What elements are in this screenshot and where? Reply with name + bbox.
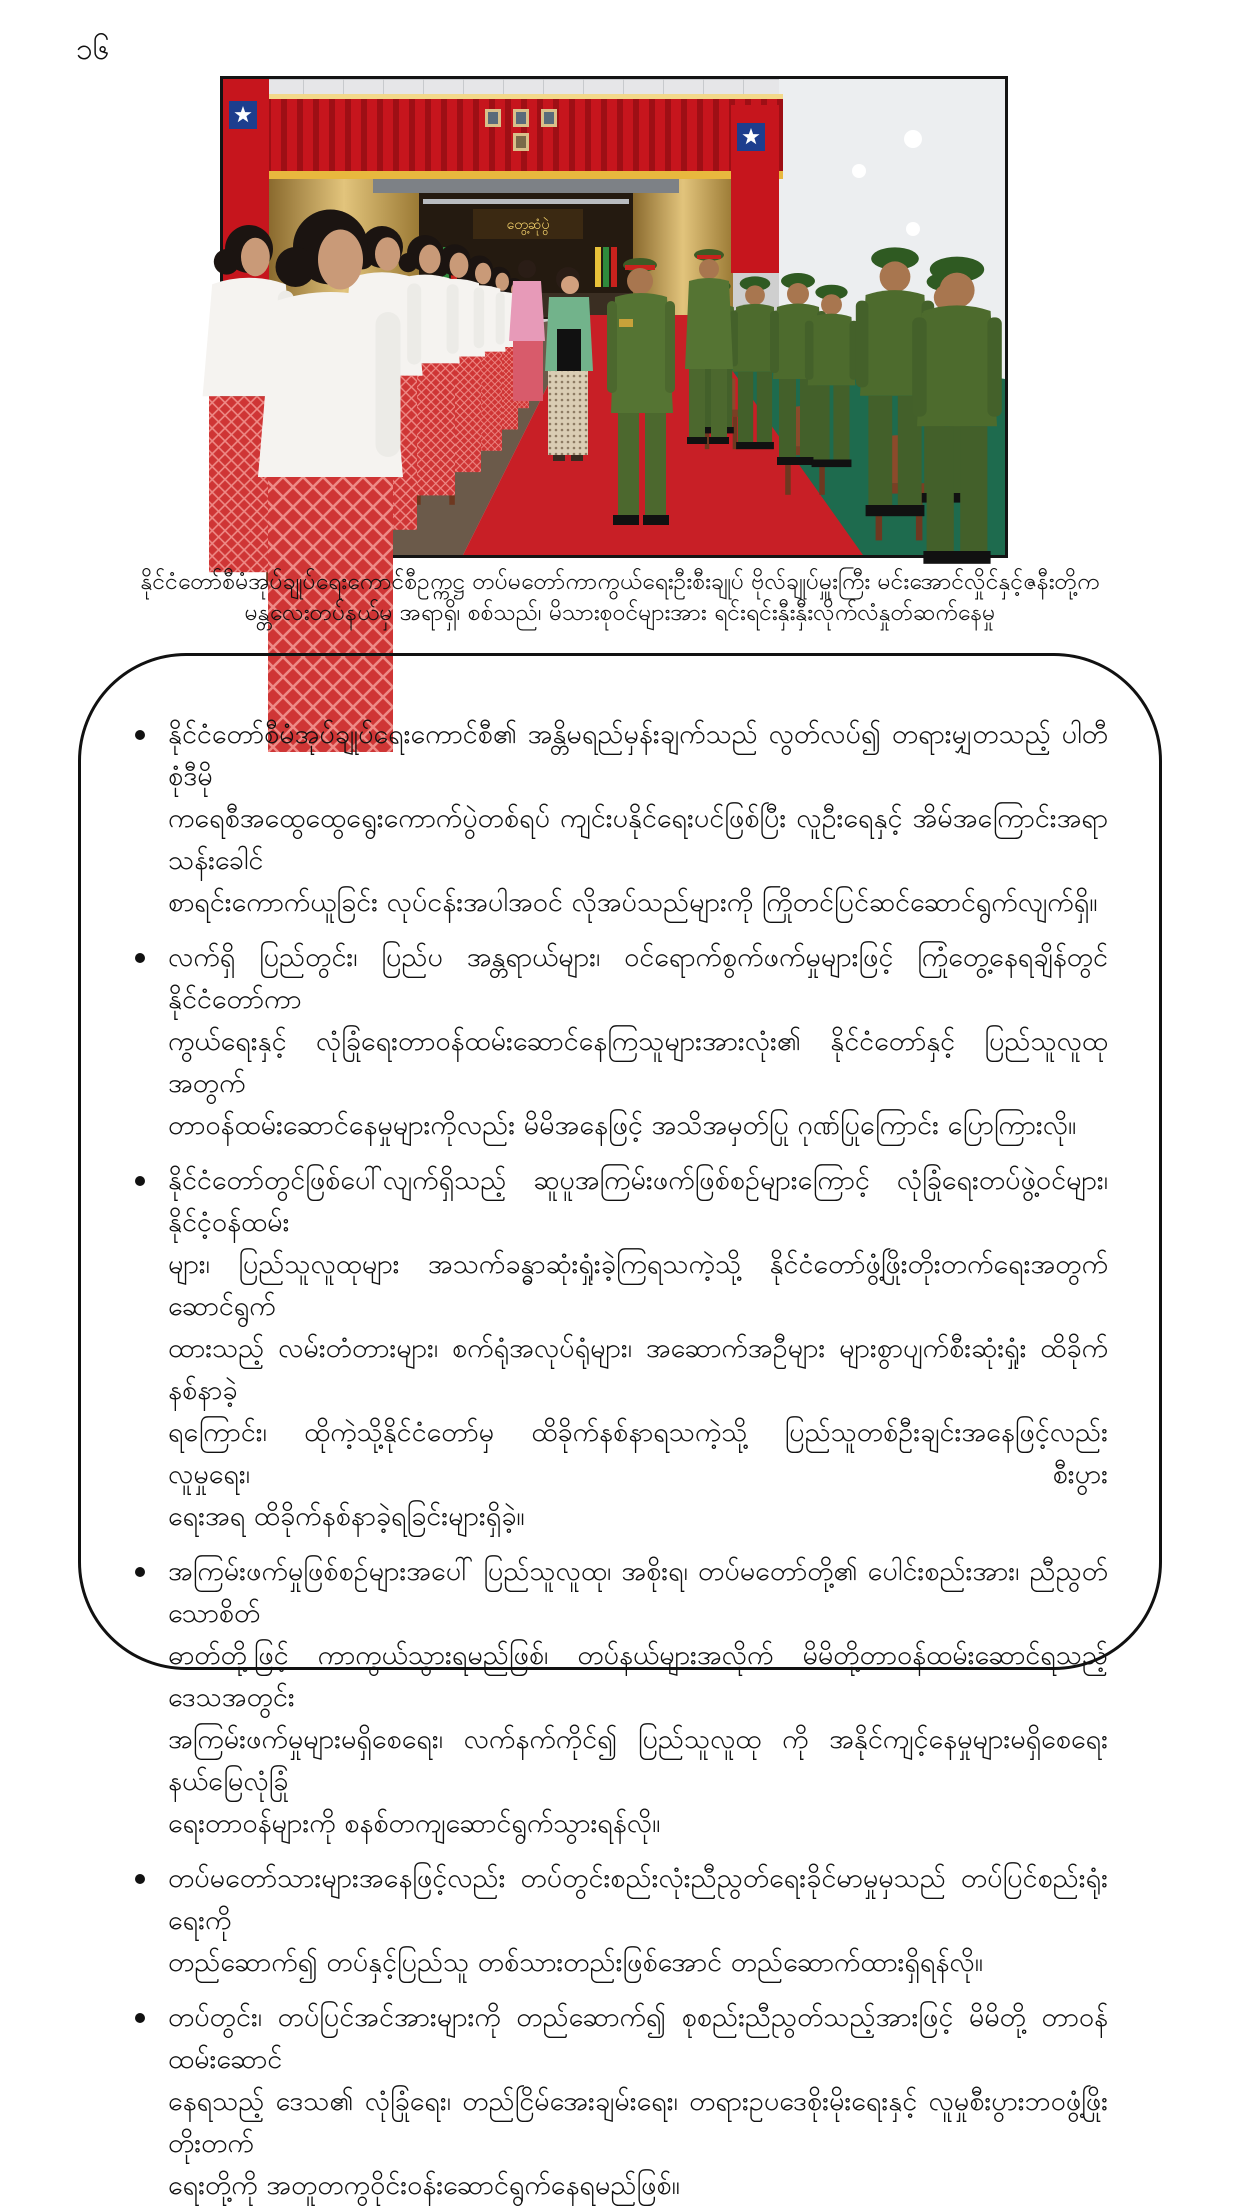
- text-line: လက်ရှိ ပြည်တွင်း၊ ပြည်ပ အန္တရာယ်များ၊ ဝင်ရောက်စွက်ဖက်မှုများဖြင့် ကြုံတွေ့နေရချိန်တွင် နိုင်ငံတော်ကာ: [168, 942, 1108, 1015]
- flag-panel-right: [731, 105, 779, 273]
- bullet-dot-icon: [135, 1176, 145, 1186]
- text-line: အကြမ်းဖက်မှုများမရှိစေရေး၊ လက်နက်ကိုင်၍ ပြည်သူလူထု ကို အနိုင်ကျင့်နေမှုများမရှိစေရေး နယ်မြေလုံခြုံ: [168, 1724, 1108, 1797]
- bullet-dot-icon: [135, 1874, 145, 1884]
- text-line: အကြမ်းဖက်မှုဖြစ်စဉ်များအပေါ် ပြည်သူလူထု၊ အစိုးရ၊ တပ်မတော်တို့၏ ပေါင်းစည်းအား၊ ညီညွတ်သောစိတ်: [168, 1556, 1108, 1629]
- text-line: နေရသည့် ဒေသ၏ လုံခြုံရေး၊ တည်ငြိမ်အေးချမ်းရေး၊ တရားဥပဒေစိုးမိုးရေးနှင့် လူမှုစီးပွားဘဝဖွံ့ဖြိုးတိုးတက်: [168, 2086, 1108, 2159]
- text-line: ဓာတ်တို့ဖြင့် ကာကွယ်သွားရမည်ဖြစ်၊ တပ်နယ်များအလိုက် မိမိတို့တာဝန်ထမ်းဆောင်ရသည့် ဒေသအတွင်း: [168, 1640, 1108, 1713]
- bullet-dot-icon: [135, 730, 145, 740]
- caption-line: နိုင်ငံတော်စီမံအုပ်ချုပ်ရေးကောင်စီဥက္ကဋ္ဌ တပ်မတော်ကာကွယ်ရေးဦးစီးချုပ် ဗိုလ်ချုပ်မှူးကြီး မင်းအောင်လှိုင်နှင့်ဇနီးတို့က: [140, 569, 1100, 595]
- text-line: စာရင်းကောက်ယူခြင်း လုပ်ငန်းအပါအဝင် လိုအပ်သည်များကို ကြိုတင်ပြင်ဆင်ဆောင်ရွက်လျက်ရှိ။: [168, 887, 1098, 918]
- bullet-item: [168, 714, 1108, 924]
- bullet-dot-icon: [135, 2013, 145, 2023]
- bullet-item: [168, 1858, 1108, 1984]
- bullet-item: [168, 1160, 1108, 1538]
- text-line: ကရေစီအထွေထွေရွေးကောက်ပွဲတစ်ရပ် ကျင်းပနိုင်ရေးပင်ဖြစ်ပြီး လူဦးရေနှင့် အိမ်အကြောင်းအရာသန်းခေါင်: [168, 803, 1108, 876]
- text-line: များ၊ ပြည်သူလူထုများ အသက်ခန္ဓာဆုံးရှုံးခဲ့ကြရသကဲ့သို့ နိုင်ငံတော်ဖွံ့ဖြိုးတိုးတက်ရေးအတွက် ဆောင်ရွက်: [168, 1249, 1108, 1322]
- stage-banner-text: တွေ့ဆုံပွဲ: [506, 217, 550, 233]
- bullet-item: [168, 937, 1108, 1147]
- news-photo: [220, 76, 1008, 558]
- bullet-dot-icon: [135, 953, 145, 963]
- text-line: တာဝန်ထမ်းဆောင်နေမှုများကိုလည်း မိမိအနေဖြင့် အသိအမှတ်ပြု ဂုဏ်ပြုကြောင်း ပြောကြားလို။: [168, 1110, 1077, 1141]
- text-line: တပ်မတော်သားများအနေဖြင့်လည်း တပ်တွင်းစည်းလုံးညီညွတ်ရေးခိုင်မာမှုမှသည် တပ်ပြင်စည်းရုံးရေးကို: [168, 1863, 1108, 1936]
- pink-dress-woman: [509, 260, 545, 401]
- text-line: ထားသည့် လမ်းတံတားများ၊ စက်ရုံအလုပ်ရုံများ၊ အဆောက်အဦများ များစွာပျက်စီးဆုံးရှုံး ထိခိုက်နစ်နာခဲ့: [168, 1333, 1108, 1406]
- text-line: ရေးတို့ကို အတူတကွဝိုင်းဝန်းဆောင်ရွက်နေရမည်ဖြစ်။: [168, 2170, 680, 2201]
- text-line: နိုင်ငံတော်စီမံအုပ်ချုပ်ရေးကောင်စီ၏ အန္တိမရည်မှန်းချက်သည် လွတ်လပ်၍ တရားမျှတသည့် ပါတီစုံဒီမို: [168, 719, 1108, 792]
- bullet-item: [168, 1551, 1108, 1845]
- page-number: ၁၆: [76, 32, 110, 67]
- text-line: ရေးတာဝန်များကို စနစ်တကျဆောင်ရွက်သွားရန်လို။: [168, 1808, 661, 1839]
- text-line: ရေးအရ ထိခိုက်နစ်နာခဲ့ရခြင်းများရှိခဲ့။: [168, 1501, 525, 1532]
- text-line: ကွယ်ရေးနှင့် လုံခြုံရေးတာဝန်ထမ်းဆောင်နေကြသူများအားလုံး၏ နိုင်ငံတော်နှင့် ပြည်သူလူထုအတွက်: [168, 1026, 1108, 1099]
- text-line: ရကြောင်း၊ ထိုကဲ့သို့နိုင်ငံတော်မှ ထိခိုက်နစ်နာရသကဲ့သို့ ပြည်သူတစ်ဦးချင်းအနေဖြင့်လည်း လူမှုရေး၊ စီးပွား: [168, 1417, 1108, 1490]
- text-line: တည်ဆောက်၍ တပ်နှင့်ပြည်သူ တစ်သားတည်းဖြစ်အောင် တည်ဆောက်ထားရှိရန်လို။: [168, 1947, 983, 1978]
- photo-illustration: [223, 79, 1005, 555]
- caption-line: မန္တလေးတပ်နယ်မှ အရာရှိ၊ စစ်သည်၊ မိသားစုဝင်များအား ရင်းရင်းနှီးနှီးလိုက်လံနှုတ်ဆက်နေမှု: [244, 600, 996, 626]
- photo-caption: [110, 567, 1130, 629]
- text-line: တပ်တွင်း၊ တပ်ပြင်အင်အားများကို တည်ဆောက်၍ စုစည်းညီညွတ်သည့်အားဖြင့် မိမိတို့ တာဝန်ထမ်းဆောင်: [168, 2002, 1108, 2075]
- text-line: နိုင်ငံတော်တွင်ဖြစ်ပေါ်လျက်ရှိသည့် ဆူပူအကြမ်းဖက်ဖြစ်စဉ်များကြောင့် လုံခြုံရေးတပ်ဖွဲ့ဝင်များ၊ နိုင်ငံ့ဝန်ထမ်း: [168, 1165, 1108, 1238]
- key-points-box: [78, 653, 1162, 2201]
- bullet-item: [168, 1997, 1108, 2207]
- bullet-dot-icon: [135, 1567, 145, 1577]
